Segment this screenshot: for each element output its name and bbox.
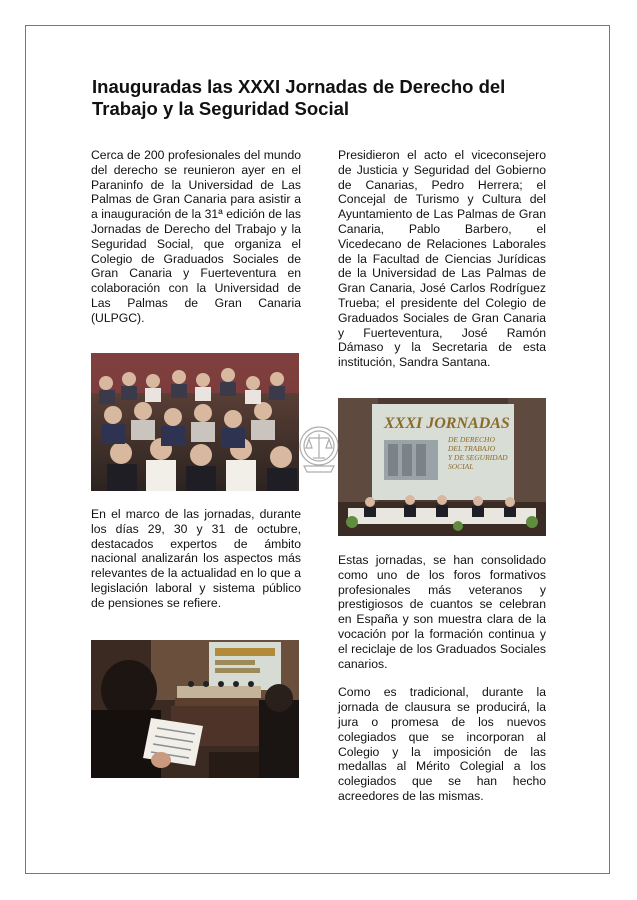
- banner-line-5: SOCIAL: [448, 462, 474, 471]
- article-title: Inauguradas las XXXI Jornadas de Derecho del Trabajo y la Seguridad Social: [92, 76, 506, 119]
- scales-of-justice-icon: [298, 422, 340, 474]
- right-column-lower: [338, 553, 546, 804]
- banner-line-3: DEL TRABAJO: [448, 444, 496, 453]
- right-column: [338, 148, 546, 370]
- paragraph-intro: Cerca de 200 profesionales del mundo del derecho se reunieron ayer en el Paraninfo de la Universidad de Las Palmas de Gran Canaria para asistir a a inauguración de la 31ª edición de las Jornadas de Derecho del Trabajo y la Seguridad Social, que organiza el Colegio de Graduados Sociales de Gran Canaria y Fuerteventura en colaboración con la Universidad de Las Palmas de Gran Canaria (ULPGC).: [91, 148, 301, 325]
- program-reader-photo: [91, 640, 299, 778]
- banner-line-4: Y DE SEGURIDAD: [448, 453, 508, 462]
- paragraph-experts: En el marco de las jornadas, durante los días 29, 30 y 31 de octubre, destacados expertos de ámbito nacional analizarán los aspectos más relevantes de la actualidad en lo que a legislación laboral y sistema público de pensiones se refiere.: [91, 507, 301, 610]
- banner-line-1: XXXI JORNADAS: [384, 415, 510, 432]
- presiding-table-photo: [338, 398, 546, 536]
- left-column: [91, 148, 301, 326]
- paragraph-closing: Como es tradicional, durante la jornada de clausura se producirá, la jura o promesa de los nuevos colegiados que se incorporan al Colegio y la imposición de las medallas al Mérito Colegial a los colegiados que se han hecho acreedores de las mismas.: [338, 685, 546, 803]
- paragraph-consolidated: Estas jornadas, se han consolidado como uno de los foros formativos profesionales más veteranos y prestigiosos de cuantos se celebran en España y son muestra clara de la vocación por la formación continua y el reciclaje de los Graduados Sociales canarios.: [338, 553, 546, 671]
- left-column-lower: [91, 507, 301, 611]
- banner-line-2: DE DERECHO: [448, 435, 495, 444]
- audience-photo: [91, 353, 299, 491]
- paragraph-presiders: Presidieron el acto el viceconsejero de Justicia y Seguridad del Gobierno de Canarias, Pedro Herrera; el Concejal de Turismo y Cultura del Ayuntamiento de Las Palmas de Gran Canaria, Pablo Barbero, el Vicedecano de Relaciones Laborales de la Facultad de Ciencias Jurídicas de la Universidad de Las Palmas de Gran Canaria, José Carlos Rodríguez Trueba; el presidente del Colegio de Graduados Sociales de Gran Canaria y Fuerteventura, José Ramón Dámaso y la Secretaria de esta institución, Sandra Santana.: [338, 148, 546, 370]
